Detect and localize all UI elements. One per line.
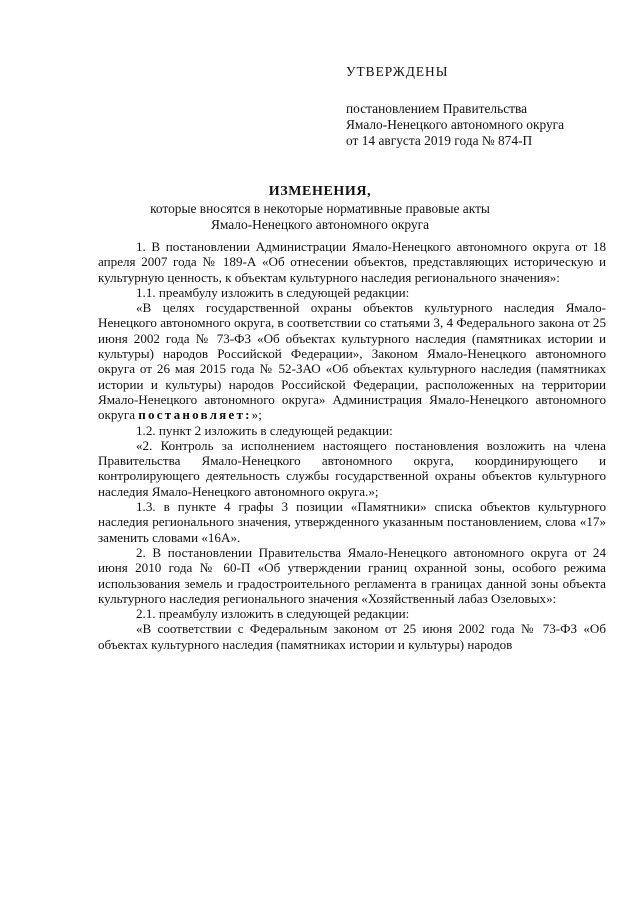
document-body [98, 239, 606, 652]
paragraph-1-3: 1.3. в пункте 4 графы 3 позиции «Памятники» списка объектов культурного наследия регионального значения, утвержденного указанным постановлением, слова «17» заменить словами «16А». [98, 499, 606, 545]
paragraph-1-1: 1.1. преамбулу изложить в следующей редакции: [136, 284, 410, 300]
heading-subtitle-1: которые вносятся в некоторые нормативные правовые акты [150, 201, 490, 216]
preamble-tail: »; [251, 407, 262, 423]
paragraph-preamble-2: «В соответствии с Федеральным законом от 25 июня 2002 года № 73-ФЗ «Об объектах культурного наследия (памятниках истории и культуры) народов [98, 621, 606, 652]
paragraph-1-2: 1.2. пункт 2 изложить в следующей редакции: [136, 422, 393, 438]
approval-spacer [346, 80, 616, 101]
paragraph-control: «2. Контроль за исполнением настоящего постановления возложить на члена Правительства Ямало-Ненецкого автономного округа, координирующего и контролирующего деятельность службы государственной охраны объектов культурного наследия Ямало-Ненецкого автономного округа.»; [98, 437, 606, 499]
approval-title: УТВЕРЖДЕНЫ [346, 64, 449, 79]
preamble-text: «В целях государственной охраны объектов культурного наследия Ямало-Ненецкого автономного округа, в соответствии со статьями 3, 4 Федерального закона от 25 июня 2002 года № 73-ФЗ «Об объектах культурного наследия (памятниках истории и культуры) народов Российской Федерации», Законом Ямало-Ненецкого автономного округа от 26 мая 2015 года № 52-ЗАО «Об объектах культурного наследия (памятниках истории и культуры) народов Российской Федерации, расположенных на территории Ямало-Ненецкого автономного округа» Администрация Ямало-Ненецкого автономного округа [98, 300, 606, 423]
preamble-resolves: постановляет: [138, 407, 252, 423]
approval-line-1: постановлением Правительства [346, 101, 528, 116]
paragraph-2-1: 2.1. преамбулу изложить в следующей редакции: [136, 606, 410, 622]
document-heading [98, 184, 542, 233]
heading-subtitle-2: Ямало-Ненецкого автономного округа [210, 217, 430, 232]
paragraph-1: 1. В постановлении Администрации Ямало-Ненецкого автономного округа от 18 апреля 2007 года № 189-А «Об отнесении объектов, представляющих историческую и культурную ценность, к объектам культурного наследия регионального значения»: [98, 239, 606, 285]
heading-title: ИЗМЕНЕНИЯ, [268, 184, 372, 199]
approval-line-2: Ямало-Ненецкого автономного округа [346, 117, 565, 132]
approval-line-3: от 14 августа 2019 года № 874-П [346, 133, 533, 148]
approval-block [346, 64, 616, 149]
paragraph-2: 2. В постановлении Правительства Ямало-Ненецкого автономного округа от 24 июня 2010 года № 60-П «Об утверждении границ охранной зоны, особого режима использования земель и градостроительного регламента в границах данной зоны объекта культурного наследия регионального значения «Хозяйственный лабаз Озеловых»: [98, 544, 606, 606]
paragraph-preamble [98, 300, 606, 422]
